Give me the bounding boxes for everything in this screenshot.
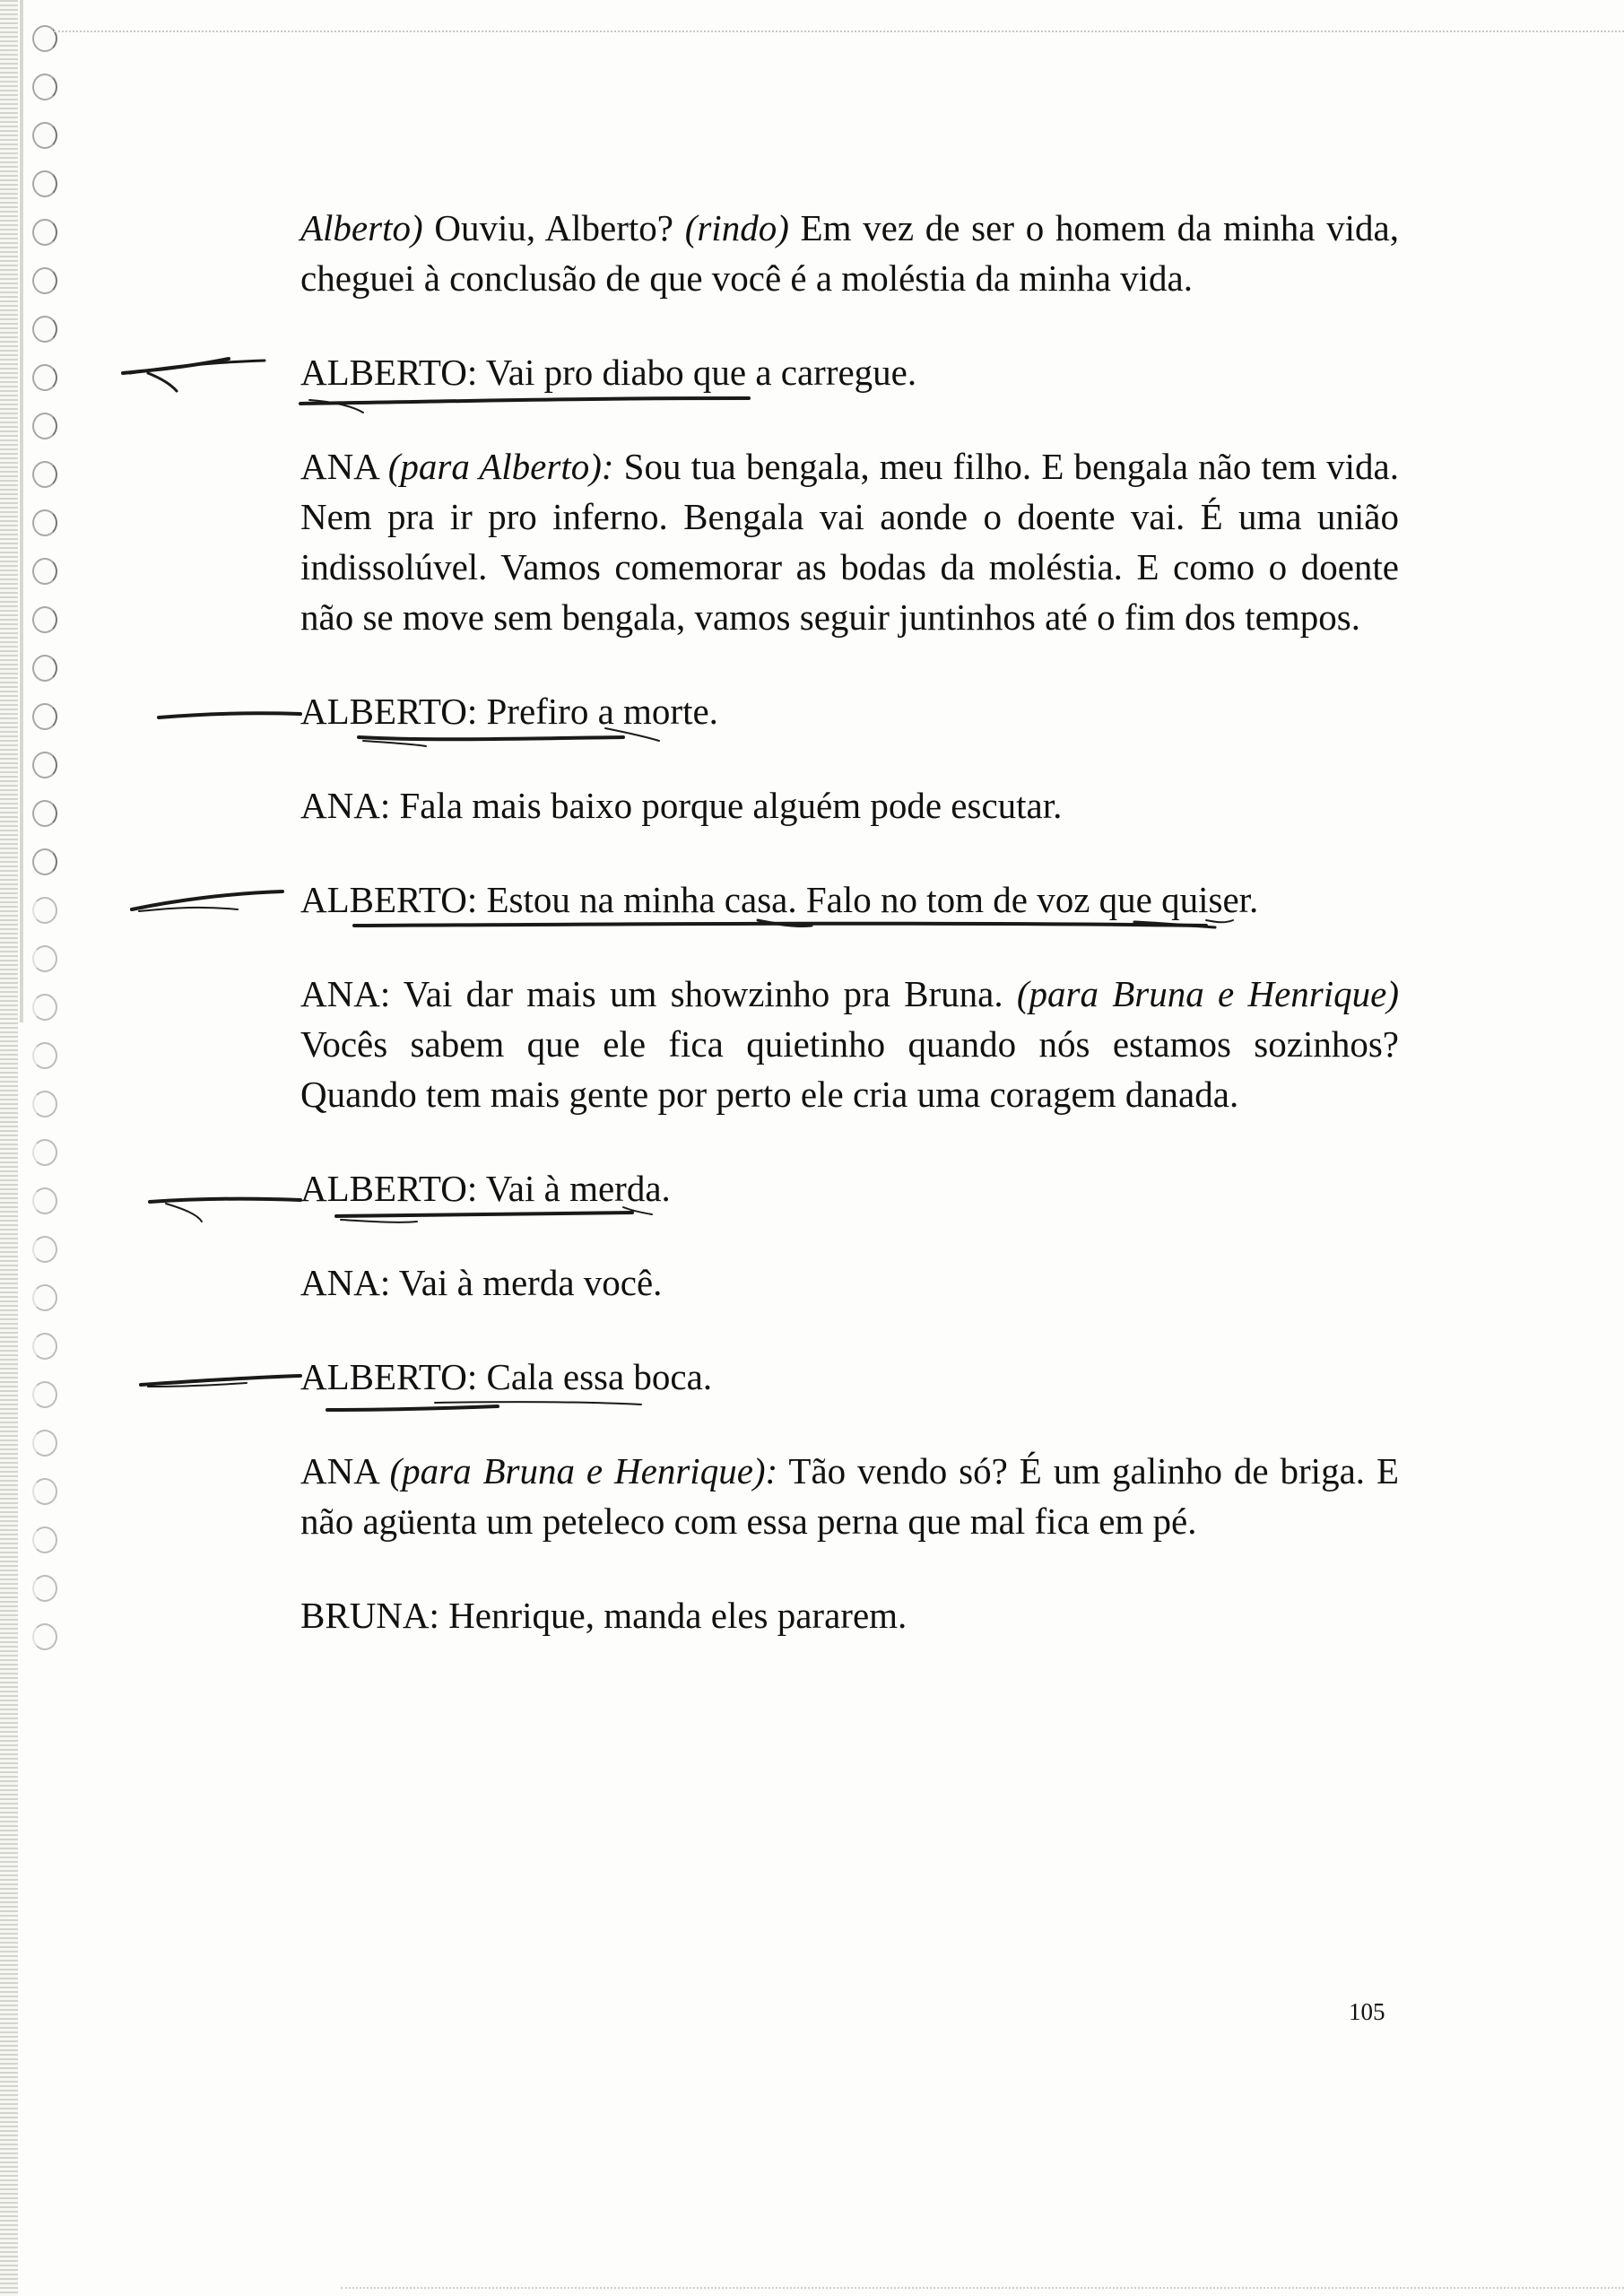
stage-direction: Alberto) [300,207,423,248]
marked-line-text [300,1168,671,1209]
marked-line [300,874,1399,925]
punch-hole-icon [32,1091,57,1118]
punch-hole-icon [32,703,57,730]
punch-hole-icon [32,170,57,197]
dialogue-text: ANA: Vai dar mais um showzinho pra Bruna. [300,973,1017,1014]
punch-hole-icon [32,1187,57,1214]
punch-hole-icon [32,267,57,294]
stage-direction: (para Bruna e Henrique): [389,1450,778,1492]
script-text [300,203,1399,1684]
dialogue-text: ANA: Vai à merda você. [300,1262,663,1303]
paragraph [300,441,1399,642]
punch-hole-icon [32,800,57,827]
dialogue-text: Ouviu, Alberto? [422,207,685,248]
page-number: 105 [1349,1998,1385,2025]
punch-hole-icon [32,1526,57,1553]
marked-line-text [300,691,718,732]
punch-hole-icon [32,1333,57,1360]
marked-line [300,686,1399,736]
marked-line-text [300,352,916,393]
stage-direction: (rindo) [684,207,789,248]
punch-hole-icon [32,25,57,52]
punch-hole-icon [32,558,57,585]
dialogue-text: Tão vendo só? É um galinho de briga. E não agüenta um peteleco com essa perna que mal fica em pé. [300,1450,1399,1542]
dialogue-text: ALBERTO: Prefiro a morte. [300,691,718,732]
punch-hole-icon [32,1381,57,1408]
dialogue-text: Sou tua bengala, meu filho. E bengala não tem vida. Nem pra ir pro inferno. Bengala vai aonde o doente vai. É uma união indissolúvel. Vamos comemorar as bodas da moléstia. E como o doente não se move sem bengala, vamos seguir juntinhos até o fim dos tempos. [300,446,1399,638]
punch-hole-icon [32,364,57,391]
punch-hole-icon [32,1284,57,1311]
punch-hole-icon [32,655,57,682]
dialogue-text: ALBERTO: Vai à merda. [300,1168,671,1209]
dialogue-text: ANA: Fala mais baixo porque alguém pode escutar. [300,785,1063,826]
dialogue-text: ALBERTO: Estou na minha casa. Falo no tom de voz que quiser. [300,879,1259,920]
punch-hole-icon [32,316,57,343]
punch-hole-icon [32,509,57,536]
dialogue-text: ALBERTO: Vai pro diabo que a carregue. [300,352,917,393]
scan-binding-edge [0,0,18,2296]
punch-hole-icon [32,606,57,633]
paragraph [300,969,1399,1119]
punch-hole-icon [32,1139,57,1166]
punch-hole-icon [32,897,57,924]
stage-direction: (para Bruna e Henrique) [1016,973,1399,1014]
dialogue-text: Em vez de ser o homem da minha vida, cheguei à conclusão de que você é a moléstia da minha vida. [300,207,1399,299]
dialogue-text: Vocês sabem que ele fica quietinho quando nós estamos sozinhos? Quando tem mais gente por perto ele cria uma coragem danada. [300,1023,1399,1115]
paragraph [300,203,1399,303]
punch-hole-icon [32,752,57,778]
punch-holes [18,0,72,2296]
punch-hole-icon [32,848,57,875]
punch-hole-icon [32,1478,57,1505]
stage-direction: (para Alberto): [387,446,614,487]
dialogue-text: BRUNA: Henrique, manda eles pararem. [300,1595,908,1636]
character-name: ANA [300,446,388,487]
marked-line-text [300,1356,712,1397]
marked-line [300,347,1399,397]
paragraph [300,1257,1399,1308]
scan-top-edge [54,30,1624,32]
punch-hole-icon [32,994,57,1021]
punch-hole-icon [32,1575,57,1602]
punch-hole-icon [32,1042,57,1069]
punch-hole-icon [32,122,57,149]
punch-hole-icon [32,413,57,439]
dialogue-text: ALBERTO: Cala essa boca. [300,1356,713,1397]
marked-line [300,1163,1399,1213]
punch-hole-icon [32,461,57,488]
paragraph [300,1590,1399,1640]
punch-hole-icon [32,945,57,972]
paragraph [300,780,1399,831]
punch-hole-icon [32,1623,57,1650]
punch-hole-icon [32,74,57,100]
marked-line-text [300,879,1258,920]
scan-bottom-edge [341,2287,1624,2289]
punch-hole-icon [32,1236,57,1263]
paragraph [300,1446,1399,1546]
character-name: ANA [300,1450,390,1492]
punch-hole-icon [32,219,57,246]
marked-line [300,1352,1399,1402]
punch-hole-icon [32,1430,57,1457]
